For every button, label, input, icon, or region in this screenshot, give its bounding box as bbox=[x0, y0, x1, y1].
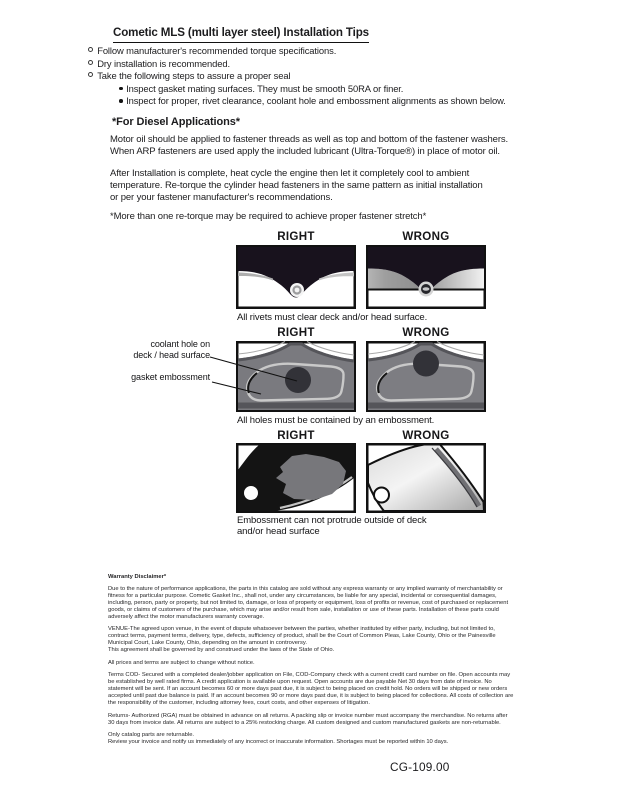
right-label-row1: RIGHT bbox=[277, 230, 315, 243]
list-item bbox=[119, 95, 506, 108]
disclaimer-paragraph: Due to the nature of performance applications, the parts in this catalog are sold without any express warranty or any implied warranty of merchantability or fitness for a particular purpose. Cometic Gasket Inc., shall not, under any circumstances, be liable for any special, incidental or consequential damages, including, person, party or property, but not limited to, damage, or loss of property or equipment, loss of profits or revenue, cost of purchased or replacement goods, or claims of customers of the purchase, which may arise and/or result from sale, installation or use of these parts. Installation of these parts could adversely affect the motor manufacturers warranty coverage. bbox=[108, 585, 509, 620]
disclaimer-paragraph: All prices and terms are subject to change without notice. bbox=[108, 659, 255, 666]
disclaimer-paragraph: Review your invoice and notify us immediately of any incorrect or inaccurate information. Shortages must be reported within 10 days. bbox=[108, 739, 449, 745]
list-item bbox=[88, 58, 506, 71]
rivet-wrong-diagram bbox=[366, 245, 486, 309]
text-line: deck / head surface bbox=[133, 350, 210, 360]
gasket-embossment-label: gasket embossment bbox=[131, 372, 210, 382]
rivet-right-diagram bbox=[236, 245, 356, 309]
text-line: or per your fastener manufacturer's recommendations. bbox=[110, 192, 333, 204]
installation-tips-list bbox=[88, 45, 506, 108]
embossment-wrong-diagram bbox=[366, 443, 486, 513]
bullet-dot-icon bbox=[119, 87, 123, 91]
list-item bbox=[88, 45, 506, 58]
disclaimer-paragraph: Returns- Authorized (RGA) must be obtained in advance on all returns. A packing slip or invoice number must accompany the merchandise. No returns after 30 days from invoice date. All returns are subject to a 25% restocking charge. All custom designed and custom manufactured gaskets are non-returnable. bbox=[108, 712, 508, 726]
diesel-paragraph-1 bbox=[110, 134, 508, 158]
row3-caption bbox=[237, 516, 427, 537]
disclaimer-heading: Warranty Disclaimer* bbox=[108, 574, 167, 580]
text-line: After Installation is complete, heat cycle the engine then let it completely cool to ambient bbox=[110, 168, 470, 179]
coolant-hole-wrong-diagram bbox=[366, 341, 486, 412]
tip-text: Inspect gasket mating surfaces. They must be smooth 50RA or finer. bbox=[126, 82, 404, 94]
list-item bbox=[88, 70, 506, 83]
disclaimer-paragraph: VENUE-The agreed upon venue, in the event of dispute whatsoever between the parties, whether instituted by either party, including, but not limited to, contract terms, payment terms, delivery, type, defects, sufficiency of product, shall be the Court of Common Pleas, Lake County, Ohio or the Painesville Municipal Court, Lake County, Ohio, depending on the amount in controversy. bbox=[108, 626, 496, 646]
tip-text: Follow manufacturer's recommended torque specifications. bbox=[97, 45, 337, 56]
retorque-note: *More than one re-torque may be required to achieve proper fastener stretch* bbox=[110, 211, 427, 222]
right-label-row3: RIGHT bbox=[277, 429, 315, 442]
wrong-label-row1: WRONG bbox=[402, 230, 450, 243]
disclaimer-paragraph: Terms COD- Secured with a completed dealer/jobber application on File, COD-Company check with a current credit card number on file. Open accounts may be established by well rated firms. A credit application is available upon request. Open accounts are due payable Net 30 days from date of invoice. No statement will be sent. If an account becomes 60 or more days past due, it is subject to being placed on credit hold. No orders will be shipped or new orders accepted until past due balance is paid. If an account becomes 90 or more days past due, it is subject to being placed for collections. All costs of collection are the responsibility of the customer, including attorney fees, court costs, and other expenses of litigation. bbox=[108, 672, 514, 706]
text-line: and/or head surface bbox=[237, 525, 320, 537]
text-line: Motor oil should be applied to fastener threads as well as top and bottom of the fastener washers. bbox=[110, 134, 509, 145]
bullet-circle-icon bbox=[88, 60, 93, 65]
text-line: temperature. Re-torque the cylinder head fasteners in the same pattern as initial installation bbox=[110, 180, 483, 192]
warranty-disclaimer bbox=[108, 574, 514, 752]
diesel-section-heading: *For Diesel Applications* bbox=[112, 116, 240, 128]
text-line: Embossment can not protrude outside of deck bbox=[237, 515, 427, 526]
page-title: Cometic MLS (multi layer steel) Installation Tips bbox=[113, 26, 369, 43]
tip-text: Take the following steps to assure a proper seal bbox=[97, 70, 291, 81]
right-label-row2: RIGHT bbox=[277, 326, 315, 339]
tip-text: Dry installation is recommended. bbox=[97, 57, 230, 69]
coolant-hole-right-diagram bbox=[236, 341, 356, 412]
catalog-number: CG-109.00 bbox=[390, 760, 450, 774]
bullet-circle-icon bbox=[88, 47, 93, 52]
wrong-label-row3: WRONG bbox=[402, 429, 450, 442]
disclaimer-paragraph: This agreement shall be governed by and construed under the laws of the State of Ohio. bbox=[108, 647, 335, 653]
diesel-paragraph-2 bbox=[110, 168, 483, 205]
row2-caption: All holes must be contained by an embossment. bbox=[237, 415, 435, 426]
list-item bbox=[119, 83, 506, 96]
row1-caption: All rivets must clear deck and/or head surface. bbox=[237, 312, 428, 323]
tip-text: Inspect for proper, rivet clearance, coolant hole and embossment alignments as shown below. bbox=[126, 95, 506, 106]
bullet-dot-icon bbox=[119, 99, 123, 103]
embossment-right-diagram bbox=[236, 443, 356, 513]
text-line: coolant hole on bbox=[150, 339, 210, 349]
text-line: When ARP fasteners are used apply the included lubricant (Ultra-Torque®) in place of motor oil. bbox=[110, 146, 500, 158]
wrong-label-row2: WRONG bbox=[402, 326, 450, 339]
disclaimer-paragraph: Only catalog parts are returnable. bbox=[108, 732, 195, 738]
bullet-circle-icon bbox=[88, 72, 93, 77]
coolant-hole-label bbox=[100, 339, 210, 361]
